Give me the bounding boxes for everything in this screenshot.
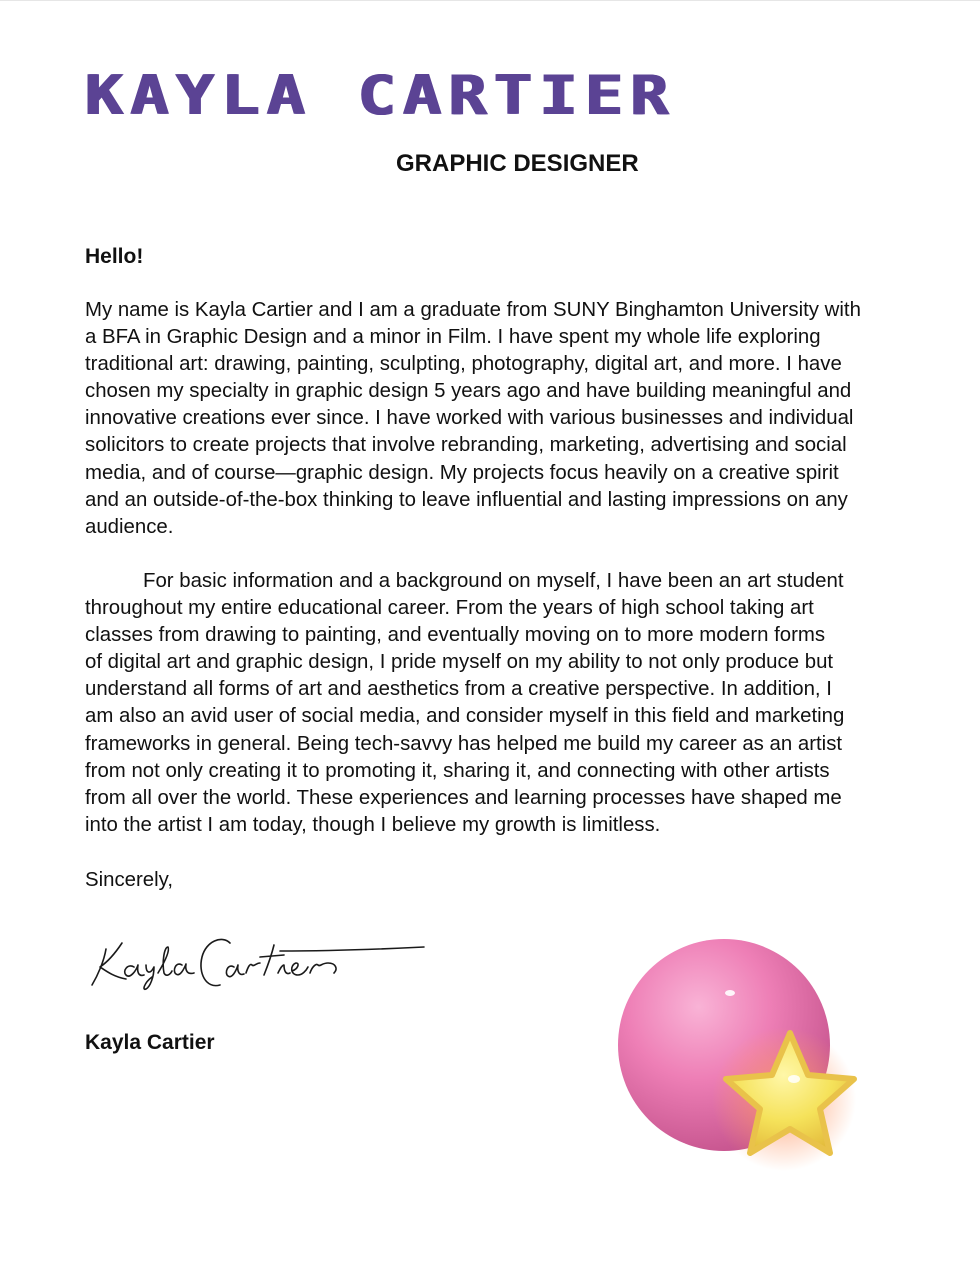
greeting: Hello!	[85, 245, 144, 268]
paragraph-background	[85, 568, 925, 839]
paragraph-line: For basic information and a background on myself, I have been an art student	[143, 570, 844, 592]
handwritten-signature	[84, 929, 429, 999]
paragraph-line: a BFA in Graphic Design and a minor in Film. I have spent my whole life exploring	[85, 326, 821, 349]
paragraph-line: solicitors to create projects that involve rebranding, marketing, advertising and social	[85, 434, 847, 457]
paragraph-line: audience.	[85, 515, 174, 538]
paragraph-line: from all over the world. These experiences and learning processes have shaped me	[85, 786, 842, 809]
paragraph-line: am also an avid user of social media, and consider myself in this field and marketing	[85, 705, 845, 728]
paragraph-line: traditional art: drawing, painting, sculpting, photography, digital art, and more. I have	[85, 353, 842, 376]
paragraph-line: chosen my specialty in graphic design 5 years ago and have building meaningful and	[85, 380, 852, 403]
job-title: GRAPHIC DESIGNER	[396, 150, 639, 177]
paragraph-line: classes from drawing to painting, and eventually moving on to more modern forms	[85, 624, 826, 647]
sphere-star-icon	[608, 929, 870, 1191]
paragraph-line: of digital art and graphic design, I pride myself on my ability to not only produce but	[85, 651, 834, 674]
paragraph-line: innovative creations ever since. I have worked with various businesses and individual	[85, 407, 854, 430]
paragraph-line: from not only creating it to promoting it, sharing it, and connecting with other artists	[85, 759, 830, 782]
paragraph-line: and an outside-of-the-box thinking to leave influential and lasting impressions on any	[85, 488, 848, 511]
signer-name: Kayla Cartier	[85, 1031, 215, 1054]
paragraph-line: throughout my entire educational career. From the years of high school taking art	[85, 597, 814, 620]
applicant-name-heading: KAYLA CARTIER	[85, 64, 676, 127]
closing-salutation: Sincerely,	[85, 869, 174, 891]
paragraph-intro	[85, 297, 925, 541]
paragraph-line: into the artist I am today, though I believe my growth is limitless.	[85, 813, 661, 836]
paragraph-line: My name is Kayla Cartier and I am a graduate from SUNY Binghamton University with	[85, 299, 861, 321]
paragraph-line: media, and of course—graphic design. My projects focus heavily on a creative spirit	[85, 461, 839, 484]
paragraph-line: understand all forms of art and aesthetics from a creative perspective. In addition, I	[85, 678, 832, 701]
paragraph-line: frameworks in general. Being tech-savvy has helped me build my career as an artist	[85, 732, 843, 755]
